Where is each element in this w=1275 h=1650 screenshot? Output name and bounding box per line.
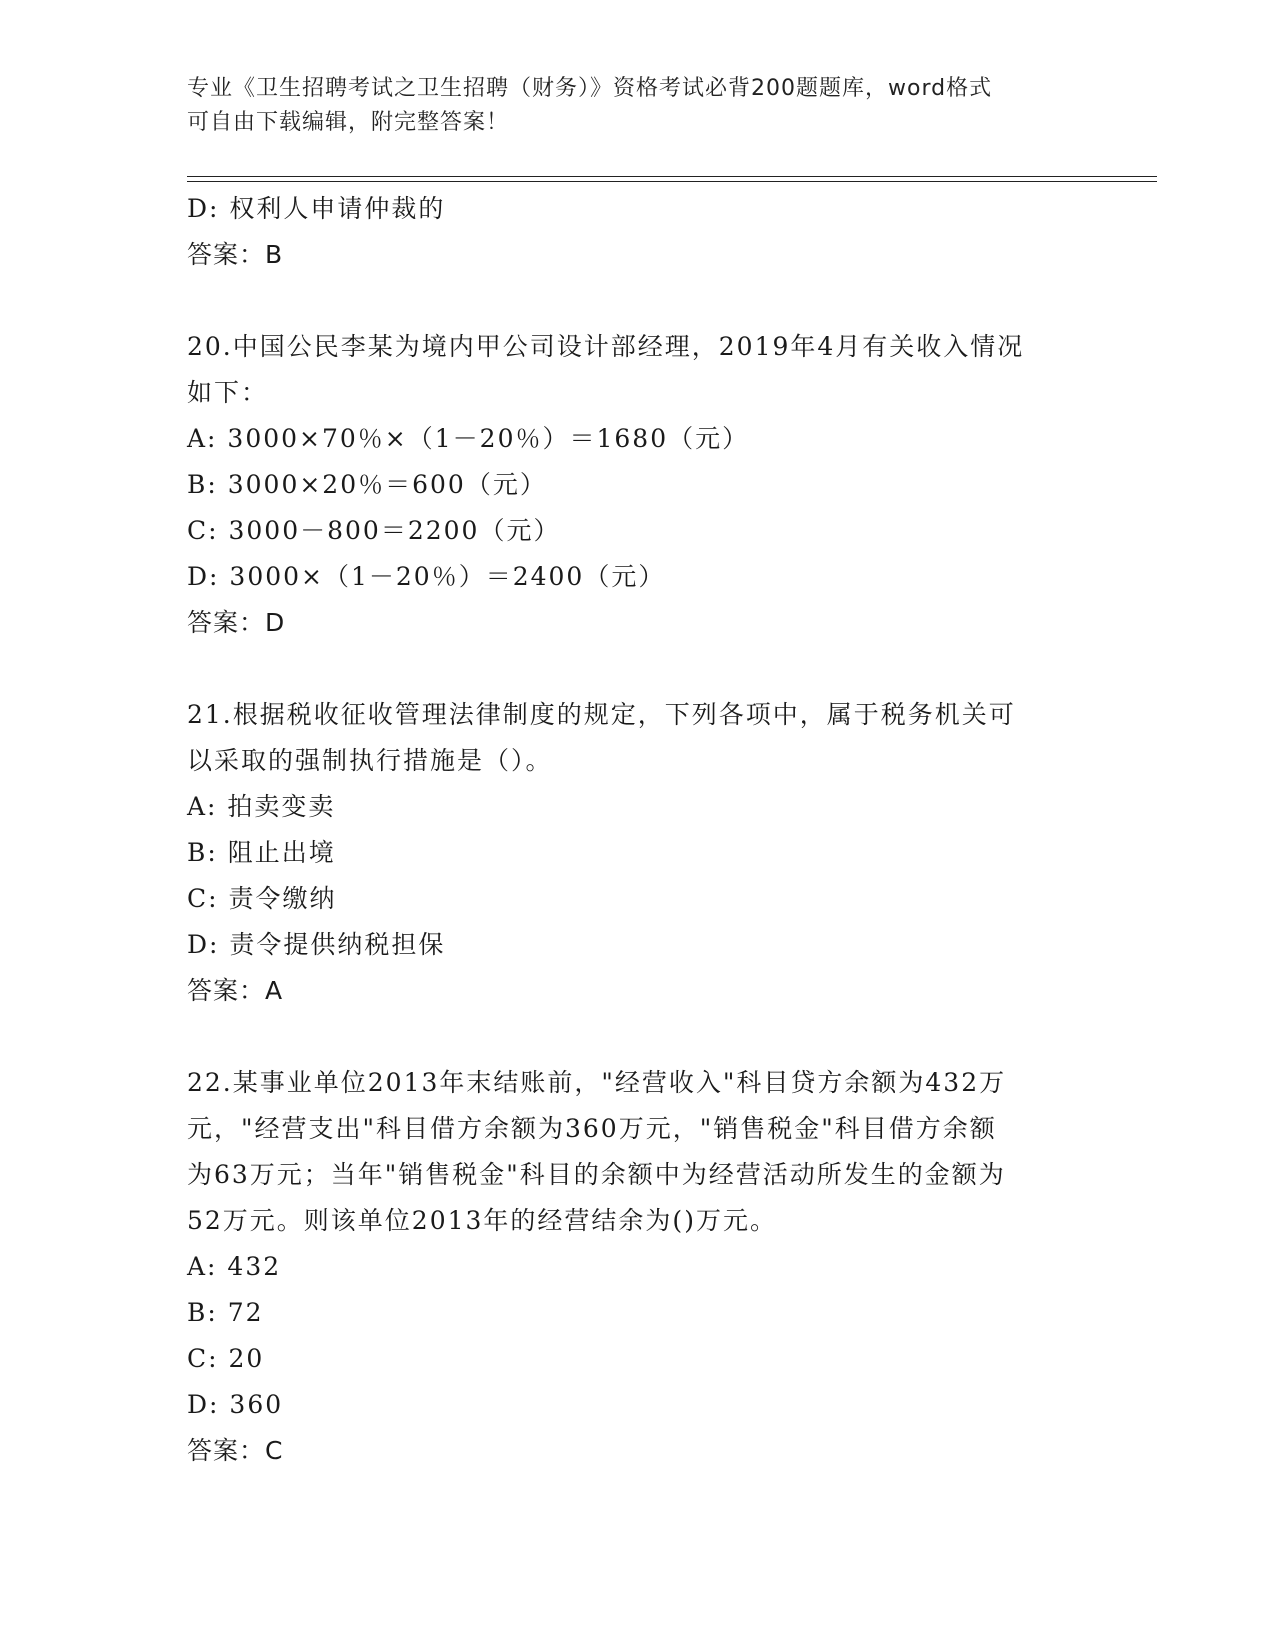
document-header (187, 72, 1087, 140)
q22-stem-line-4: 52万元。则该单位2013年的经营结余为()万元。 (187, 1206, 777, 1235)
q20-option-d: D: 3000×（1－20％）＝2400（元） (187, 562, 666, 591)
q21-answer: 答案：A (187, 976, 284, 1005)
header-line-1: 专业《卫生招聘考试之卫生招聘（财务）》资格考试必背200题题库，word格式 (187, 76, 993, 101)
q22-option-d: D: 360 (187, 1390, 284, 1419)
header-line-2: 可自由下载编辑，附完整答案！ (187, 110, 510, 135)
spacer (187, 1014, 1087, 1060)
q20-option-c: C: 3000－800＝2200（元） (187, 516, 561, 545)
q22-answer: 答案：C (187, 1436, 284, 1465)
header-divider-top (187, 176, 1157, 177)
q22-option-c: C: 20 (187, 1344, 265, 1373)
q20-stem-line-2: 如下： (187, 378, 269, 407)
header-divider-bottom (187, 181, 1157, 182)
spacer (187, 646, 1087, 692)
q19-answer: 答案：B (187, 240, 284, 269)
q20-stem-line-1: 20.中国公民李某为境内甲公司设计部经理，2019年4月有关收入情况 (187, 332, 1025, 361)
q20-answer: 答案：D (187, 608, 286, 637)
q22-stem-line-2: 元，"经营支出"科目借方余额为360万元，"销售税金"科目借方余额 (187, 1114, 997, 1143)
q21-option-a: A: 拍卖变卖 (187, 792, 336, 821)
spacer (187, 278, 1087, 324)
q22-option-a: A: 432 (187, 1252, 282, 1281)
q21-option-b: B: 阻止出境 (187, 838, 336, 867)
q20-option-b: B: 3000×20％＝600（元） (187, 470, 547, 499)
question-content (187, 186, 1087, 1474)
q21-stem-line-1: 21.根据税收征收管理法律制度的规定，下列各项中，属于税务机关可 (187, 700, 1016, 729)
q21-option-d: D: 责令提供纳税担保 (187, 930, 446, 959)
q22-option-b: B: 72 (187, 1298, 264, 1327)
q22-stem-line-1: 22.某事业单位2013年末结账前，"经营收入"科目贷方余额为432万 (187, 1068, 1007, 1097)
q20-option-a: A: 3000×70％×（1－20％）＝1680（元） (187, 424, 750, 453)
q21-stem-line-2: 以采取的强制执行措施是（）。 (187, 746, 553, 775)
q22-stem-line-3: 为63万元；当年"销售税金"科目的余额中为经营活动所发生的金额为 (187, 1160, 1006, 1189)
q21-option-c: C: 责令缴纳 (187, 884, 337, 913)
q19-option-d: D: 权利人申请仲裁的 (187, 194, 446, 223)
